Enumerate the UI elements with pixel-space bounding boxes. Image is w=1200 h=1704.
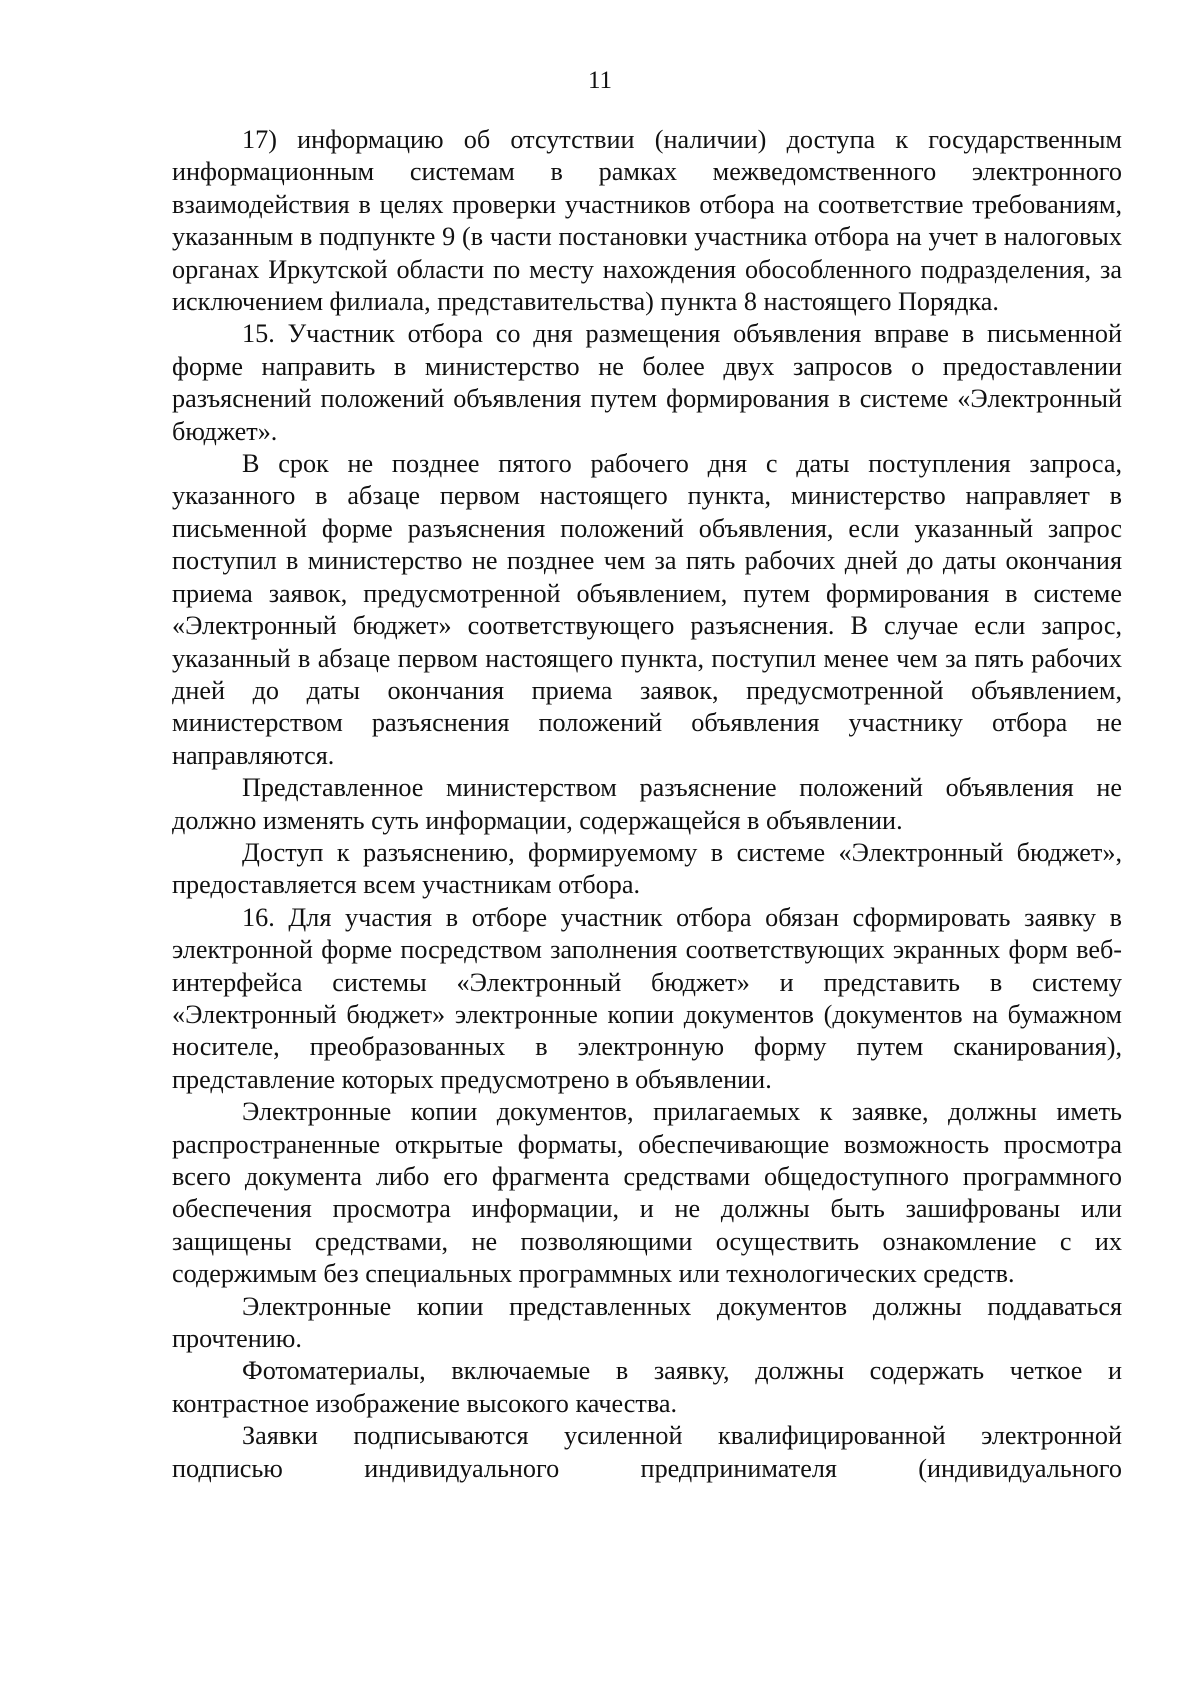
paragraph-formats: Электронные копии документов, прилагаемых к заявке, должны иметь распространенные открытые форматы, обеспечивающие возможность просмотра всего документа либо его фрагмента средствами общедоступного программного обеспечения просмотра информации, и не должны быть зашифрованы или защищены средствами, не позволяющими осуществить ознакомление с их содержимым без специальных программных или технологических средств.: [172, 1097, 1122, 1289]
paragraph-deadline: В срок не позднее пятого рабочего дня с даты поступления запроса, указанного в абзаце первом настоящего пункта, министерство направляет в письменной форме разъяснения положений объявления, если указанный запрос поступил в министерство не позднее чем за пять рабочих дней до даты окончания приема заявок, предусмотренной объявлением, путем формирования в системе «Электронный бюджет» соответствующего разъяснения. В случае если запрос, указанный в абзаце первом настоящего пункта, поступил менее чем за пять рабочих дней до даты окончания приема заявок, предусмотренной объявлением, министерством разъяснения положений объявления участнику отбора не направляются.: [172, 449, 1122, 770]
paragraph-clause-16: 16. Для участия в отборе участник отбора обязан сформировать заявку в электронной форме посредством заполнения соответствующих экранных форм веб-интерфейса системы «Электронный бюджет» и представить в систему «Электронный бюджет» электронные копии документов (документов на бумажном носителе, преобразованных в электронную форму путем сканирования), представление которых предусмотрено в объявлении.: [172, 902, 1122, 1094]
document-body: [172, 124, 1122, 1485]
paragraph-clarification: Представленное министерством разъяснение положений объявления не должно изменять суть информации, содержащейся в объявлении.: [172, 773, 1122, 835]
paragraph-signature: Заявки подписываются усиленной квалифицированной электронной подписью индивидуального предпринимателя (индивидуального: [172, 1421, 1122, 1483]
paragraph-clause-15: 15. Участник отбора со дня размещения объявления вправе в письменной форме направить в министерство не более двух запросов о предоставлении разъяснений положений объявления путем формирования в системе «Электронный бюджет».: [172, 319, 1122, 446]
page-number: 11: [587, 67, 613, 94]
paragraph-item-17: 17) информацию об отсутствии (наличии) доступа к государственным информационным системам в рамках межведомственного электронного взаимодействия в целях проверки участников отбора на соответствие требованиям, указанным в подпункте 9 (в части постановки участника отбора на учет в налоговых органах Иркутской области по месту нахождения обособленного подразделения, за исключением филиала, представительства) пункта 8 настоящего Порядка.: [172, 125, 1122, 317]
paragraph-access: Доступ к разъяснению, формируемому в системе «Электронный бюджет», предоставляется всем участникам отбора.: [172, 837, 1122, 900]
paragraph-photos: Фотоматериалы, включаемые в заявку, должны содержать четкое и контрастное изображение высокого качества.: [172, 1356, 1122, 1418]
paragraph-readability: Электронные копии представленных документов должны поддаваться прочтению.: [172, 1291, 1122, 1354]
